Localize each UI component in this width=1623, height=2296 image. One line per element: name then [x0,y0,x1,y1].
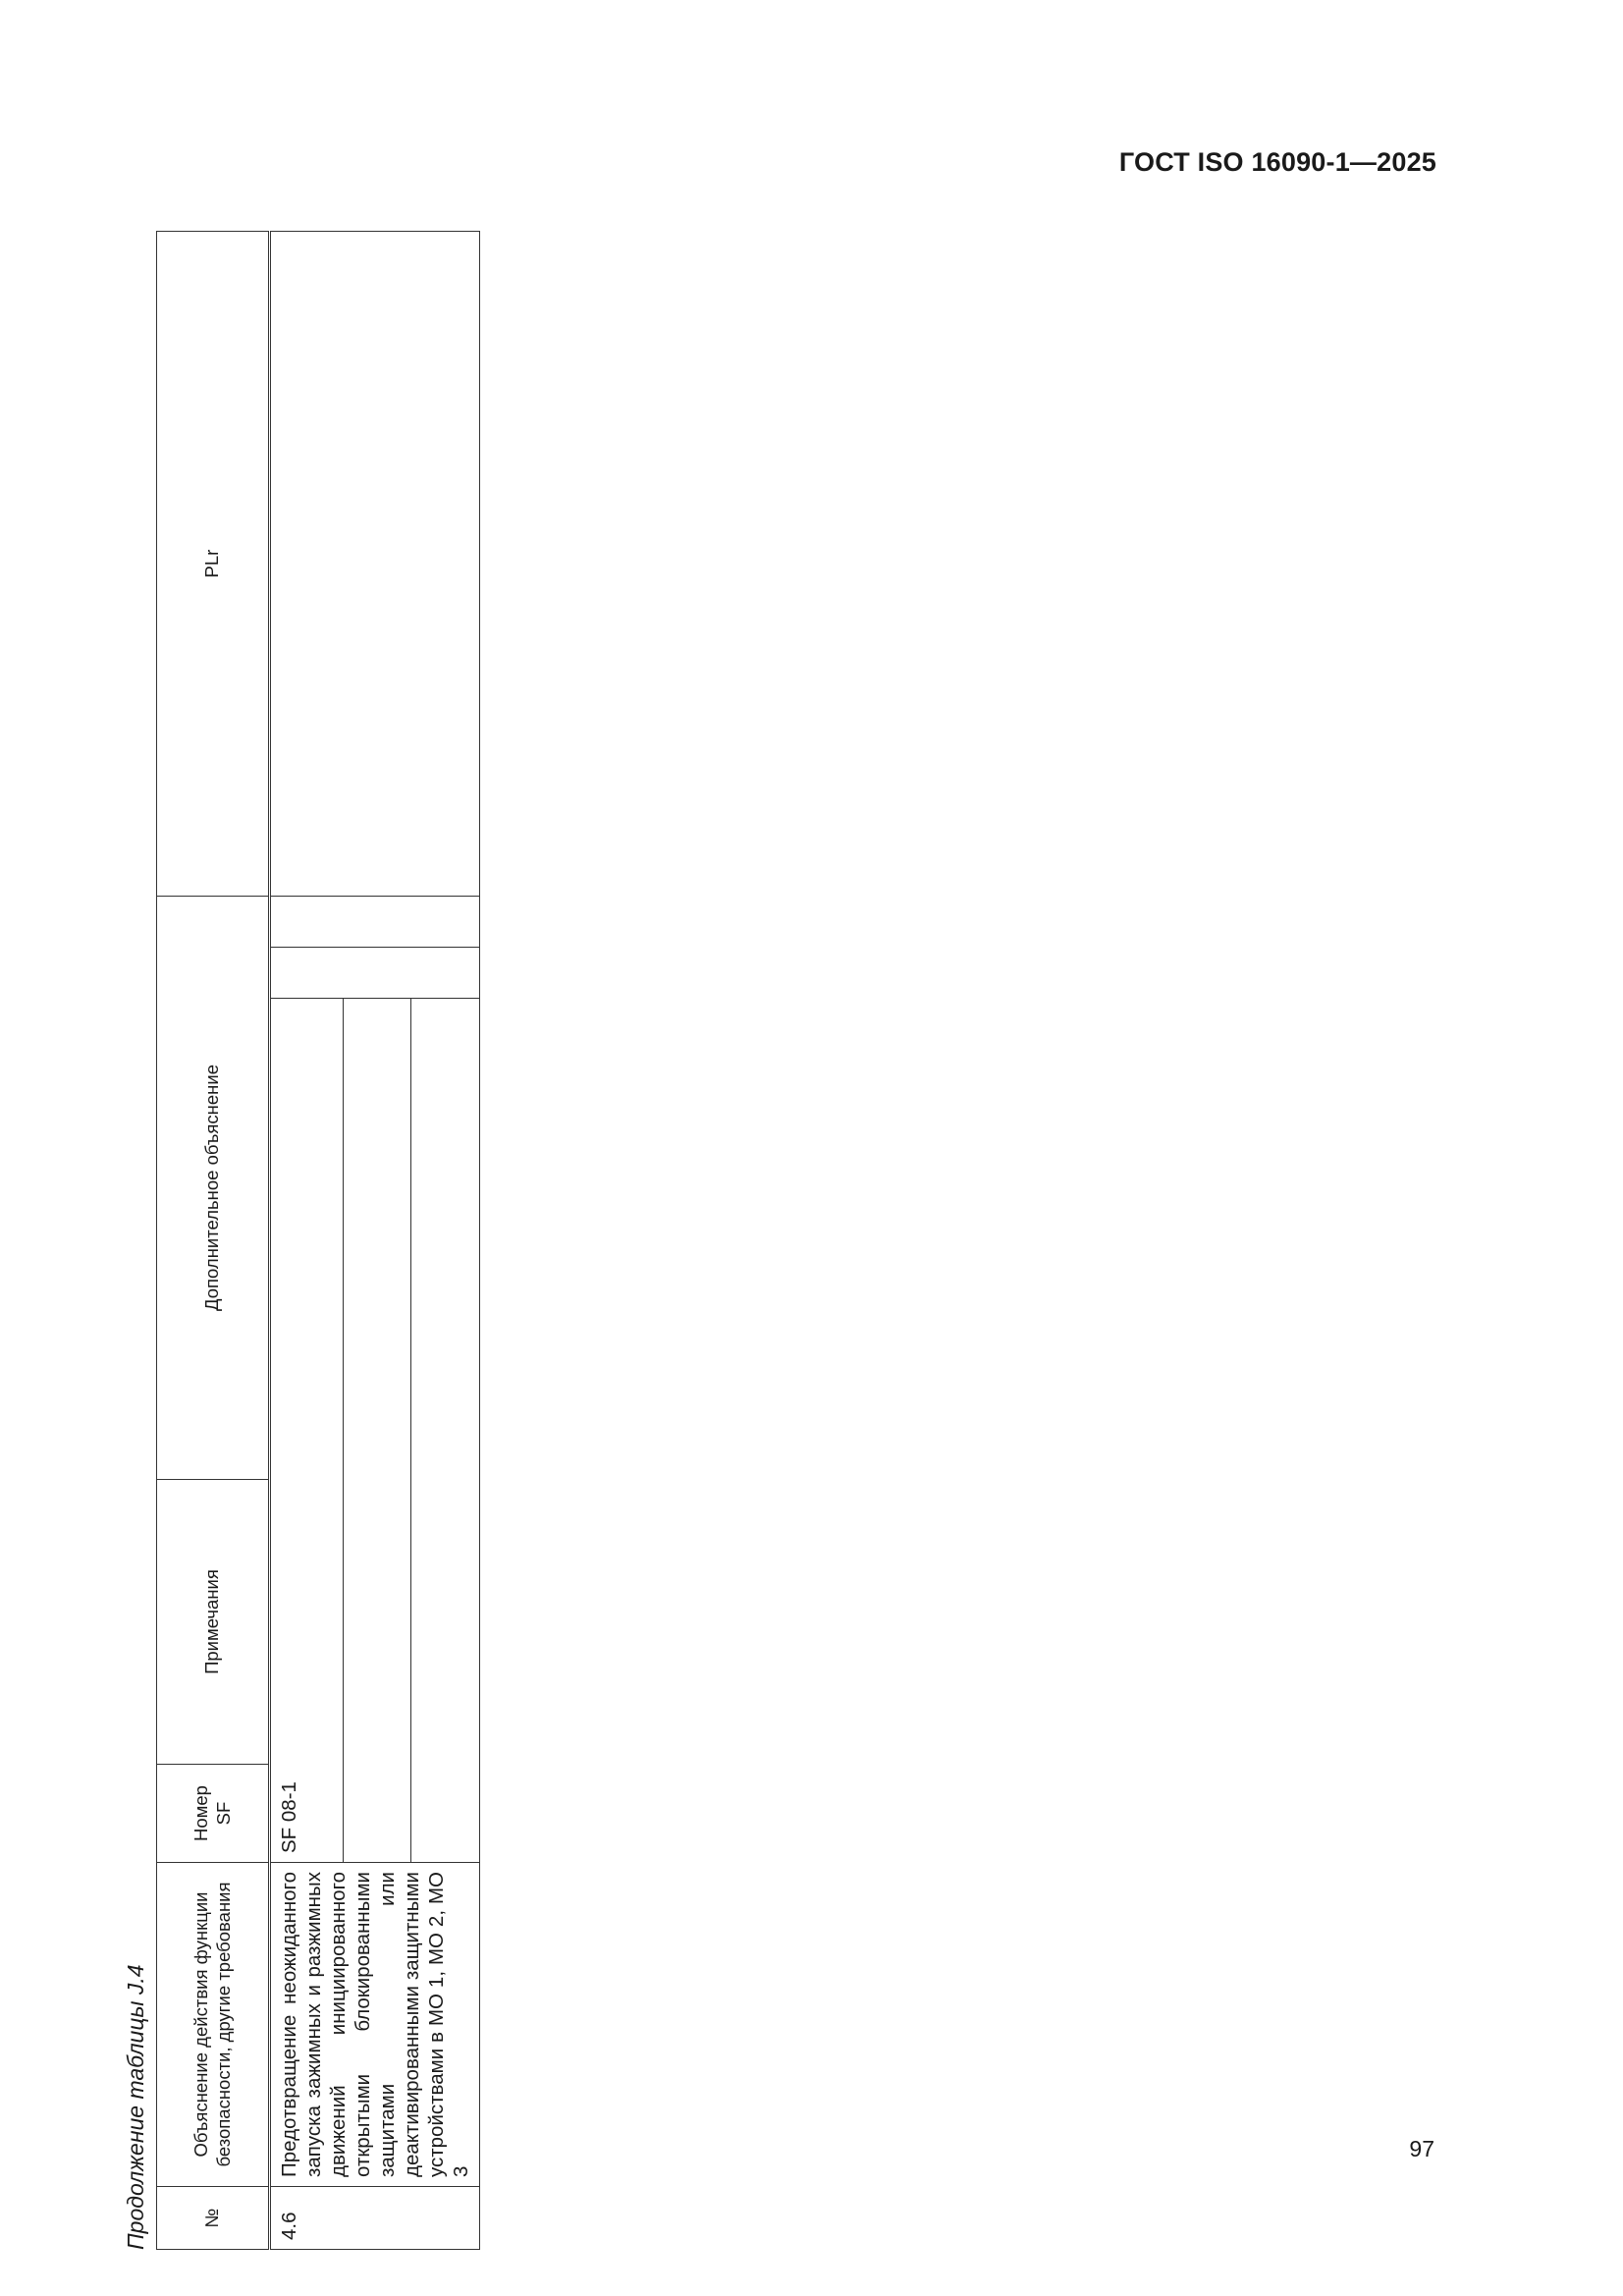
col-header-explanation: Объяснение действия функции безопасности, другие требования [157,1863,270,2187]
table-header-row [157,231,270,2249]
table-row [270,231,344,2249]
col-header-number: № [157,2187,270,2250]
col-header-additional: Дополнительное объяснение [157,896,270,1479]
row-blank [270,896,480,947]
row-blank [411,999,480,1863]
row-number: 4.6 [270,2187,480,2250]
row-sf: SF 08-1 [270,999,344,1863]
col-header-plr: PLr [157,231,270,896]
rotated-table-block [118,232,1393,2250]
document-id: ГОСТ ISO 16090-1—2025 [1118,147,1436,177]
page-number: 97 [1409,2136,1434,2161]
row-blank [270,948,480,999]
table-caption: Продолжение таблицы J.4 [123,1964,148,2250]
col-header-sf: Номер SF [157,1765,270,1863]
row-blank [343,999,411,1863]
table-wrapper [156,232,480,2250]
row-explanation: Предотвращение неожиданного запуска зажимных и разжимных движений инициированного открытыми блокированными защитами или деактивированными защитными устройствами в MO 1, MO 2, MO 3 [270,1863,480,2187]
col-header-notes: Примечания [157,1480,270,1765]
row-blank [270,231,480,896]
safety-functions-table [156,231,480,2250]
